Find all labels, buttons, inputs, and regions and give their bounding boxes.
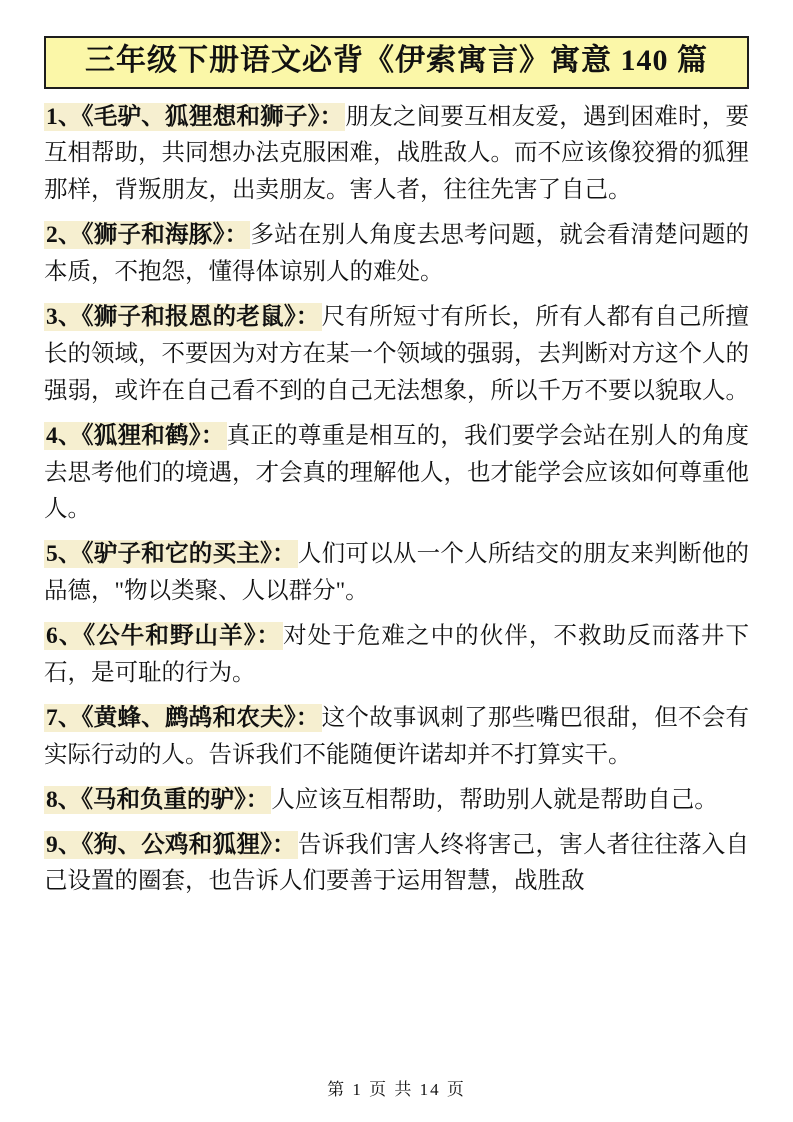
- list-item: [44, 418, 749, 529]
- list-item: [44, 536, 749, 610]
- list-item: [44, 827, 749, 901]
- fable-title: 8、《马和负重的驴》：: [46, 786, 270, 813]
- fable-title: 9、《狗、公鸡和狐狸》：: [46, 831, 296, 858]
- fable-moral: 人们可以从一个人所结交的朋友来判断他的品德，"物以类聚、人以群分"。: [44, 541, 750, 605]
- list-item: [44, 99, 749, 210]
- fable-moral: 尺有所短寸有所长，所有人都有自己所擅长的领域，不要因为对方在某一个领域的强弱，去判断对方这个人的强弱，或许在自己看不到的自己无法想象，所以千万不要以貌取人。: [44, 303, 750, 404]
- fable-title: 1、《毛驴、狐狸想和狮子》：: [46, 103, 344, 130]
- list-item: [44, 782, 749, 819]
- fable-moral: 对处于危难之中的伙伴，不救助反而落井下石，是可耻的行为。: [44, 623, 750, 686]
- fable-moral: 这个故事讽刺了那些嘴巴很甜，但不会有实际行动的人。告诉我们不能随便许诺却并不打算实干。: [44, 704, 750, 768]
- fable-title: 6、《公牛和野山羊》：: [46, 623, 282, 650]
- fable-moral: 多站在别人角度去思考问题，就会看清楚问题的本质，不抱怨，懂得体谅别人的难处。: [44, 222, 750, 286]
- page-footer: 第 1 页 共 14 页: [327, 1080, 466, 1099]
- list-item: [44, 618, 749, 692]
- fable-title: 4、《狐狸和鹤》：: [46, 422, 225, 449]
- fable-moral: 告诉我们害人终将害己，害人者往往落入自己设置的圈套，也告诉人们要善于运用智慧，战胜敌: [44, 831, 750, 895]
- fable-title: 3、《狮子和报恩的老鼠》：: [46, 303, 320, 330]
- fable-moral: 真正的尊重是相互的，我们要学会站在别人的角度去思考他们的境遇，才会真的理解他人，也才能学会应该如何尊重他人。: [44, 422, 750, 523]
- fable-title: 5、《驴子和它的买主》：: [46, 541, 296, 568]
- fable-moral: 朋友之间要互相友爱，遇到困难时，要互相帮助，共同想办法克服困难，战胜敌人。而不应该像狡猾的狐狸那样，背叛朋友，出卖朋友。害人者，往往先害了自己。: [44, 103, 750, 204]
- list-item: [44, 299, 749, 410]
- fable-list: [44, 99, 749, 901]
- list-item: [44, 217, 749, 291]
- fable-title: 7、《黄蜂、鹧鸪和农夫》：: [46, 704, 320, 731]
- fable-title: 2、《狮子和海豚》：: [46, 222, 249, 249]
- fable-moral: 人应该互相帮助，帮助别人就是帮助自己。: [271, 786, 718, 813]
- page-title: 三年级下册语文必背《伊索寓言》寓意 140 篇: [44, 36, 749, 89]
- list-item: [44, 700, 749, 774]
